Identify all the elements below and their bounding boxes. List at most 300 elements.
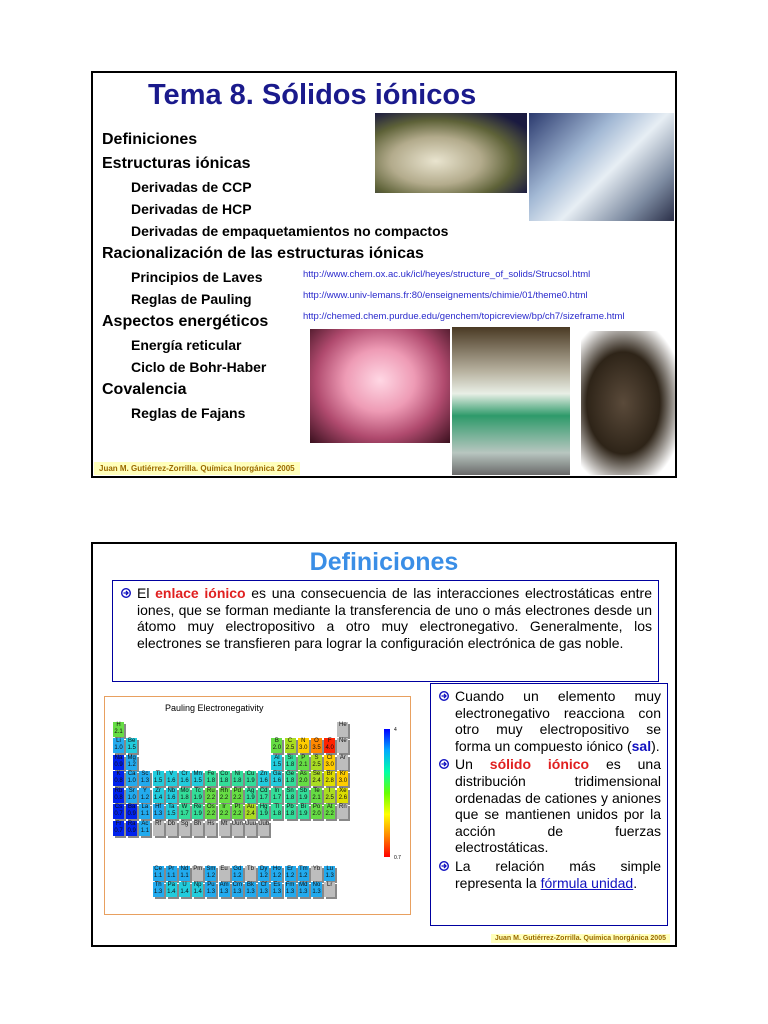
- reference-links: [303, 264, 625, 327]
- element-value: 1.8: [285, 794, 295, 801]
- element-symbol: Pd: [233, 787, 241, 794]
- element-symbol: Cd: [259, 787, 268, 794]
- element-cell-uub: [258, 821, 269, 836]
- element-cell-ac: [139, 821, 150, 836]
- element-symbol: Ba: [128, 804, 136, 810]
- element-cell-ge: [285, 771, 296, 786]
- element-cell-pr: [166, 866, 177, 881]
- element-cell-cm: [232, 882, 243, 897]
- element-value: 1.2: [285, 872, 295, 879]
- element-value: 1.4: [180, 889, 189, 895]
- element-symbol: Po: [312, 804, 321, 810]
- element-symbol: Rb: [114, 787, 123, 794]
- element-cell-te: [311, 788, 322, 803]
- element-symbol: Ne: [339, 738, 347, 744]
- element-symbol: Rf: [155, 820, 162, 827]
- element-cell-ru: [205, 788, 216, 803]
- element-value: 2.1: [312, 794, 321, 801]
- element-cell-pb: [285, 804, 296, 819]
- element-symbol: Xe: [339, 787, 347, 794]
- element-value: 1.3: [272, 889, 282, 895]
- element-cell-hf: [153, 804, 164, 819]
- element-cell-eu: [219, 866, 230, 881]
- element-symbol: Np: [193, 882, 202, 888]
- element-symbol: Bk: [246, 882, 254, 888]
- element-value: 1.8: [233, 778, 242, 784]
- element-symbol: H: [116, 721, 121, 728]
- element-cell-uun: [232, 821, 243, 836]
- element-value: 2.2: [219, 811, 229, 817]
- element-cell-lr: [324, 882, 335, 897]
- element-value: 1.4: [153, 794, 163, 801]
- element-symbol: Sc: [141, 771, 149, 777]
- element-value: 1.5: [167, 811, 176, 817]
- element-value: 1.2: [272, 872, 282, 879]
- element-cell-md: [298, 882, 309, 897]
- element-symbol: Pb: [286, 804, 294, 810]
- element-cell-re: [192, 804, 203, 819]
- element-cell-ag: [245, 788, 256, 803]
- element-value: 1.3: [140, 778, 150, 784]
- element-symbol: Md: [299, 882, 308, 888]
- slide-footer: Juan M. Gutiérrez-Zorrilla. Química Inorgánica 2005: [94, 462, 300, 475]
- element-cell-sb: [298, 788, 309, 803]
- element-value: 1.3: [219, 889, 229, 895]
- outline-subitem: Derivadas de HCP: [131, 201, 252, 217]
- element-cell-am: [219, 882, 230, 897]
- element-symbol: Uub: [258, 820, 270, 827]
- element-symbol: He: [339, 721, 347, 728]
- element-value: 1.3: [299, 889, 308, 895]
- element-symbol: Mn: [193, 771, 202, 777]
- element-value: 2.1: [299, 761, 308, 768]
- element-value: 1.3: [285, 889, 295, 895]
- element-cell-co: [219, 771, 230, 786]
- element-symbol: Se: [312, 771, 321, 777]
- element-symbol: Hf: [155, 804, 162, 810]
- outline-heading: Racionalización de las estructuras iónicas: [102, 245, 424, 262]
- element-value: 1.1: [167, 872, 176, 879]
- element-value: 1.8: [285, 761, 295, 768]
- element-value: 2.2: [233, 794, 242, 801]
- element-cell-xe: [337, 788, 348, 803]
- element-symbol: Dy: [260, 865, 268, 872]
- element-value: 3.0: [338, 778, 348, 784]
- element-cell-li: [113, 738, 124, 753]
- element-value: 1.2: [233, 872, 242, 879]
- element-value: 2.0: [312, 811, 321, 817]
- element-value: 0.7: [114, 811, 123, 817]
- outline-subitem: Derivadas de CCP: [131, 179, 252, 195]
- element-symbol: Mg: [127, 754, 136, 761]
- element-value: 1.6: [180, 778, 189, 784]
- bullet-solido-ionico: Un sólido iónico es una distribución tridimensional ordenadas de cationes y aniones que se mantienen unidos por la acción de fuerzas electrostáticas.: [439, 756, 661, 856]
- element-symbol: Al: [274, 754, 280, 761]
- element-value: 1.8: [285, 811, 295, 817]
- element-value: 1.5: [127, 745, 136, 751]
- element-cell-cd: [258, 788, 269, 803]
- element-symbol: Er: [287, 865, 294, 872]
- reference-link-1[interactable]: http://www.chem.ox.ac.uk/icl/heyes/structure_of_solids/Strucsol.html: [303, 269, 591, 280]
- element-symbol: N: [301, 738, 306, 744]
- outline-subitem: Derivadas de empaquetamientos no compactos: [131, 223, 449, 239]
- element-cell-cr: [179, 771, 190, 786]
- mineral-photo-pink-halite: [310, 329, 450, 443]
- element-cell-ce: [153, 866, 164, 881]
- element-symbol: Y: [142, 787, 147, 794]
- element-symbol: Fe: [207, 771, 215, 777]
- element-cell-he: [337, 722, 348, 737]
- slide-title: Definiciones: [309, 548, 459, 576]
- mineral-photo-pyrite-quartz: [375, 113, 527, 193]
- element-symbol: Es: [273, 882, 281, 888]
- element-cell-gd: [232, 866, 243, 881]
- element-symbol: B: [274, 738, 279, 744]
- element-symbol: Hg: [259, 804, 268, 810]
- circle-arrow-icon: [121, 588, 131, 598]
- element-cell-tb: [245, 866, 256, 881]
- element-cell-na: [113, 755, 124, 770]
- outline-heading: Covalencia: [102, 381, 187, 398]
- element-symbol: In: [274, 787, 280, 794]
- element-symbol: Ra: [127, 820, 136, 827]
- element-value: 1.2: [206, 872, 216, 879]
- element-symbol: Gd: [233, 865, 242, 872]
- element-cell-au: [245, 804, 256, 819]
- element-symbol: Cs: [114, 804, 123, 810]
- element-cell-v: [166, 771, 177, 786]
- element-cell-ar: [337, 755, 348, 770]
- element-symbol: Ir: [222, 804, 226, 810]
- element-cell-as: [298, 771, 309, 786]
- element-value: 1.3: [312, 889, 321, 895]
- element-value: 1.9: [299, 794, 308, 801]
- element-cell-n: [298, 738, 309, 753]
- element-value: 1.2: [259, 872, 268, 879]
- element-cell-tl: [271, 804, 282, 819]
- element-cell-es: [271, 882, 282, 897]
- element-cell-s: [311, 755, 322, 770]
- bullet-cuando: Cuando un elemento muy electronegativo reacciona con otro muy electropositivo se forma un compuesto iónico (sal).: [439, 688, 661, 754]
- element-cell-u: [179, 882, 190, 897]
- element-symbol: Sr: [128, 787, 135, 794]
- element-cell-tc: [192, 788, 203, 803]
- element-symbol: Pm: [193, 865, 203, 872]
- element-value: 0.8: [114, 778, 123, 784]
- element-cell-sm: [205, 866, 216, 881]
- element-value: 1.3: [153, 889, 163, 895]
- element-symbol: Sg: [180, 820, 189, 827]
- element-cell-uuu: [245, 821, 256, 836]
- element-symbol: Ac: [141, 820, 149, 827]
- element-cell-cs: [113, 804, 124, 819]
- element-cell-mo: [179, 788, 190, 803]
- element-symbol: Li: [116, 738, 121, 744]
- pauling-electronegativity-table: [104, 696, 411, 915]
- element-cell-sg: [179, 821, 190, 836]
- element-value: 1.9: [246, 794, 255, 801]
- element-symbol: Lu: [326, 865, 334, 872]
- element-cell-ra: [126, 821, 137, 836]
- element-symbol: O: [314, 738, 319, 744]
- element-symbol: Cu: [246, 771, 255, 777]
- element-cell-pd: [232, 788, 243, 803]
- slide-title: Tema 8. Sólidos iónicos: [148, 79, 477, 111]
- element-symbol: Cl: [326, 754, 333, 761]
- element-cell-mg: [126, 755, 137, 770]
- element-cell-ir: [219, 804, 230, 819]
- element-symbol: Nd: [180, 865, 189, 872]
- element-cell-h: [113, 722, 124, 737]
- element-value: 1.4: [167, 889, 176, 895]
- element-symbol: Hs: [207, 820, 215, 827]
- element-symbol: Ta: [168, 804, 175, 810]
- element-value: 1.8: [272, 811, 282, 817]
- element-cell-db: [166, 821, 177, 836]
- element-cell-ca: [126, 771, 137, 786]
- color-scale-bar: [384, 729, 390, 857]
- element-symbol: V: [169, 771, 174, 777]
- element-cell-fr: [113, 821, 124, 836]
- definition-box: [112, 580, 659, 682]
- element-value: 1.1: [140, 811, 150, 817]
- element-cell-y: [139, 788, 150, 803]
- reference-link-3[interactable]: http://chemed.chem.purdue.edu/genchem/topicreview/bp/ch7/sizeframe.html: [303, 311, 625, 322]
- mineral-photo-cubic-crystals: [529, 113, 674, 221]
- element-value: 1.0: [127, 794, 136, 801]
- outline-heading: Estructuras iónicas: [102, 155, 251, 172]
- element-symbol: Tc: [194, 787, 201, 794]
- element-symbol: Uun: [231, 820, 243, 827]
- element-symbol: Fm: [285, 882, 295, 888]
- element-symbol: Zn: [260, 771, 268, 777]
- element-value: 1.1: [180, 872, 189, 879]
- element-symbol: S: [314, 754, 319, 761]
- element-cell-k: [113, 771, 124, 786]
- element-value: 2.2: [233, 811, 242, 817]
- element-symbol: Yb: [312, 865, 321, 872]
- ionic-solid-box: [430, 683, 668, 926]
- outline-heading: Aspectos energéticos: [102, 313, 269, 330]
- outline-subitem: Reglas de Fajans: [131, 405, 246, 421]
- element-value: 1.5: [272, 761, 282, 768]
- mineral-photo-emerald: [452, 327, 570, 475]
- table-title: Pauling Electronegativity: [165, 703, 264, 713]
- element-value: 2.8: [325, 778, 334, 784]
- element-value: 1.8: [206, 778, 216, 784]
- element-symbol: Tl: [274, 804, 280, 810]
- element-cell-ba: [126, 804, 137, 819]
- outline-subitem: Principios de Laves: [131, 269, 263, 285]
- element-cell-se: [311, 771, 322, 786]
- element-symbol: Os: [207, 804, 215, 810]
- element-symbol: C: [287, 738, 293, 744]
- element-value: 1.6: [259, 778, 268, 784]
- element-cell-mn: [192, 771, 203, 786]
- element-value: 2.6: [338, 794, 348, 801]
- element-value: 1.4: [193, 889, 202, 895]
- element-value: 1.8: [285, 778, 295, 784]
- element-symbol: W: [181, 804, 188, 810]
- element-symbol: Db: [167, 820, 176, 827]
- outline-subitem: Ciclo de Bohr-Haber: [131, 359, 267, 375]
- element-symbol: F: [327, 738, 332, 744]
- element-cell-kr: [337, 771, 348, 786]
- bullet-formula-unidad: La relación más simple representa la fórmula unidad.: [439, 858, 661, 891]
- element-value: 0.9: [114, 761, 123, 768]
- element-cell-b: [271, 738, 282, 753]
- element-cell-at: [324, 804, 335, 819]
- element-value: 2.0: [299, 778, 308, 784]
- element-symbol: Ru: [207, 787, 215, 794]
- element-symbol: U: [182, 882, 187, 888]
- element-value: 1.1: [153, 872, 163, 879]
- element-symbol: Pu: [207, 882, 215, 888]
- element-cell-w: [179, 804, 190, 819]
- element-value: 1.2: [127, 761, 136, 768]
- element-value: 0.9: [127, 827, 136, 834]
- element-symbol: Ni: [234, 771, 241, 777]
- element-symbol: Ho: [273, 865, 281, 872]
- element-symbol: La: [141, 804, 149, 810]
- element-cell-bi: [298, 804, 309, 819]
- mineral-photo-dark-crystal: [581, 331, 675, 475]
- definition-text: El enlace iónico es una consecuencia de las interacciones electrostáticas entre iones, que se forman mediante la transferencia de uno o más electrones desde un átomo muy electropositivo a otro muy electronegativo. Generalmente, los electrones se transfieren para lograr la configuración electrónica de gas noble.: [137, 585, 652, 651]
- formula-unidad-link[interactable]: fórmula unidad: [540, 874, 634, 891]
- element-value: 1.0: [114, 745, 123, 751]
- element-symbol: Mt: [220, 820, 228, 827]
- element-value: 1.7: [180, 811, 189, 817]
- element-cell-pa: [166, 882, 177, 897]
- element-symbol: P: [301, 754, 306, 761]
- element-symbol: Ca: [127, 771, 136, 777]
- element-cell-o: [311, 738, 322, 753]
- element-cell-si: [285, 755, 296, 770]
- element-cell-dy: [258, 866, 269, 881]
- element-cell-rb: [113, 788, 124, 803]
- element-symbol: Tb: [246, 865, 254, 872]
- element-cell-tm: [298, 866, 309, 881]
- element-value: 3.0: [299, 745, 308, 751]
- element-cell-sn: [285, 788, 296, 803]
- element-cell-fm: [285, 882, 296, 897]
- element-symbol: Mo: [180, 787, 189, 794]
- element-cell-al: [271, 755, 282, 770]
- element-symbol: Rh: [220, 787, 228, 794]
- element-value: 2.5: [285, 745, 295, 751]
- element-symbol: I: [328, 787, 331, 794]
- element-symbol: Ge: [286, 771, 295, 777]
- element-cell-th: [153, 882, 164, 897]
- element-cell-zr: [153, 788, 164, 803]
- element-value: 1.3: [259, 889, 268, 895]
- element-symbol: Fr: [115, 820, 122, 827]
- element-value: 1.3: [153, 811, 163, 817]
- element-symbol: Cr: [181, 771, 188, 777]
- element-value: 0.7: [114, 827, 123, 834]
- element-cell-f: [324, 738, 335, 753]
- element-value: 1.7: [259, 794, 268, 801]
- element-symbol: Tm: [298, 865, 308, 872]
- element-value: 1.9: [246, 778, 255, 784]
- element-value: 2.4: [312, 778, 321, 784]
- element-cell-os: [205, 804, 216, 819]
- element-symbol: No: [312, 882, 321, 888]
- element-symbol: Na: [114, 754, 123, 761]
- element-cell-ga: [271, 771, 282, 786]
- element-cell-mt: [219, 821, 230, 836]
- element-cell-bh: [192, 821, 203, 836]
- element-symbol: Bi: [300, 804, 306, 810]
- element-value: 1.2: [140, 794, 150, 801]
- element-symbol: Ag: [246, 787, 255, 794]
- circle-arrow-icon: [439, 861, 449, 871]
- element-value: 1.9: [259, 811, 268, 817]
- element-symbol: Ar: [339, 754, 346, 761]
- element-symbol: Pr: [168, 865, 175, 872]
- element-cell-sc: [139, 771, 150, 786]
- element-value: 1.6: [167, 794, 176, 801]
- element-cell-cu: [245, 771, 256, 786]
- element-cell-nd: [179, 866, 190, 881]
- element-cell-cl: [324, 755, 335, 770]
- element-value: 1.9: [193, 811, 202, 817]
- element-value: 2.5: [325, 794, 334, 801]
- element-cell-er: [285, 866, 296, 881]
- element-value: 1.3: [233, 889, 242, 895]
- element-symbol: Cm: [232, 882, 242, 888]
- element-cell-ni: [232, 771, 243, 786]
- element-symbol: Cf: [260, 882, 267, 888]
- element-cell-po: [311, 804, 322, 819]
- element-symbol: Ga: [272, 771, 281, 777]
- element-symbol: Pt: [234, 804, 241, 810]
- element-symbol: Eu: [220, 865, 228, 872]
- element-cell-hg: [258, 804, 269, 819]
- element-symbol: Kr: [339, 771, 346, 777]
- outline-subitem: Reglas de Pauling: [131, 291, 252, 307]
- element-value: 1.8: [180, 794, 189, 801]
- element-value: 1.3: [206, 889, 216, 895]
- element-symbol: Sm: [206, 865, 216, 872]
- element-cell-pm: [192, 866, 203, 881]
- element-symbol: Pa: [167, 882, 175, 888]
- element-cell-sr: [126, 788, 137, 803]
- element-symbol: Te: [313, 787, 320, 794]
- element-symbol: Au: [246, 804, 255, 810]
- element-value: 1.2: [299, 872, 308, 879]
- element-cell-ho: [271, 866, 282, 881]
- element-symbol: Am: [219, 882, 229, 888]
- element-value: 2.2: [206, 811, 216, 817]
- element-value: 1.1: [140, 827, 150, 834]
- scale-max-label: 4: [394, 727, 397, 733]
- element-cell-ne: [337, 738, 348, 753]
- element-symbol: Co: [220, 771, 228, 777]
- element-cell-yb: [311, 866, 322, 881]
- reference-link-2[interactable]: http://www.univ-lemans.fr:80/enseignements/chimie/01/theme0.html: [303, 290, 588, 301]
- element-value: 1.5: [193, 778, 202, 784]
- element-cell-bk: [245, 882, 256, 897]
- element-symbol: Br: [326, 771, 333, 777]
- element-value: 1.3: [325, 872, 334, 879]
- element-symbol: K: [116, 771, 121, 777]
- element-value: 2.2: [325, 811, 334, 817]
- element-value: 1.8: [219, 778, 229, 784]
- element-cell-rn: [337, 804, 348, 819]
- element-cell-pt: [232, 804, 243, 819]
- outline-subitem: Energía reticular: [131, 337, 242, 353]
